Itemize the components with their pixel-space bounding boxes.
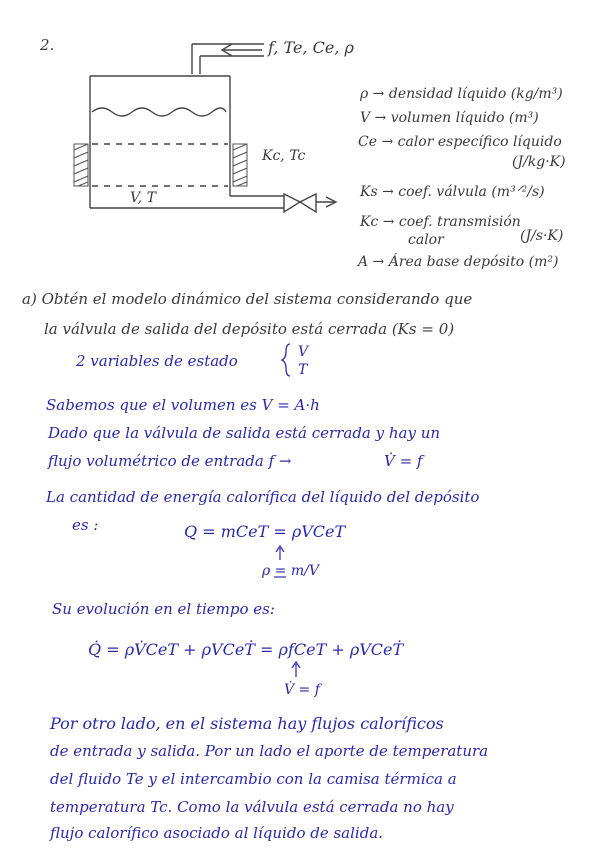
equation: Q̇ = ρV̇CeT + ρVCeṪ = ρfCeT + ρVCeṪ — [88, 640, 404, 659]
equation: Q = mCeT = ρVCeT — [184, 522, 346, 541]
inlet-label: f, Te, Ce, ρ — [268, 38, 354, 57]
legend-line: (J/kg·K) — [512, 154, 566, 170]
legend-line: ρ → densidad líquido (kg/m³) — [360, 86, 563, 102]
legend-line: Ce → calor específico líquido — [358, 134, 562, 150]
body-line: flujo volumétrico de entrada f → — [48, 452, 292, 470]
problem-number: 2. — [40, 36, 55, 54]
state-brace — [282, 344, 290, 376]
legend-line: V → volumen líquido (m³) — [360, 110, 539, 126]
legend-line: (J/s·K) — [520, 228, 564, 244]
wall-label: Kc, Tc — [262, 148, 306, 164]
legend-line: Ks → coef. válvula (m³ᐟ²/s) — [360, 184, 545, 200]
state-vars-text: 2 variables de estado — [76, 352, 238, 370]
state-var-v: V — [298, 344, 309, 360]
body-line: Por otro lado, en el sistema hay flujos caloríficos — [50, 714, 444, 733]
body-line: La cantidad de energía calorífica del líquido del depósito — [46, 488, 480, 506]
body-line: flujo calorífico asociado al líquido de salida. — [50, 824, 384, 842]
equation: V̇ = f — [384, 452, 423, 470]
equation: V̇ = f — [284, 682, 320, 698]
arrow-up-icon — [292, 662, 300, 677]
legend-line: calor — [408, 232, 444, 248]
legend-line: A → Área base depósito (m²) — [358, 254, 559, 270]
liquid-surface — [92, 108, 226, 116]
body-line: Sabemos que el volumen es V = A·h — [46, 396, 320, 414]
question-a-line: la válvula de salida del depósito está cerrada (Ks = 0) — [44, 320, 455, 338]
question-a-line: a) Obtén el modelo dinámico del sistema considerando que — [22, 290, 473, 308]
legend-line: Kc → coef. transmisión — [360, 214, 521, 230]
equation: ρ = m/V — [262, 563, 319, 579]
body-line: Su evolución en el tiempo es: — [52, 600, 275, 618]
arrow-up-icon — [276, 546, 284, 560]
state-var-t: T — [298, 362, 308, 378]
body-line: de entrada y salida. Por un lado el aporte de temperatura — [50, 742, 489, 760]
body-line: es : — [72, 516, 99, 534]
body-line: Dado que la válvula de salida está cerrada y hay un — [48, 424, 441, 442]
body-line: del fluido Te y el intercambio con la camisa térmica a — [50, 770, 457, 788]
valve-icon — [284, 194, 300, 212]
tank-label: V, T — [130, 190, 156, 206]
body-line: temperatura Tc. Como la válvula está cerrada no hay — [50, 798, 454, 816]
